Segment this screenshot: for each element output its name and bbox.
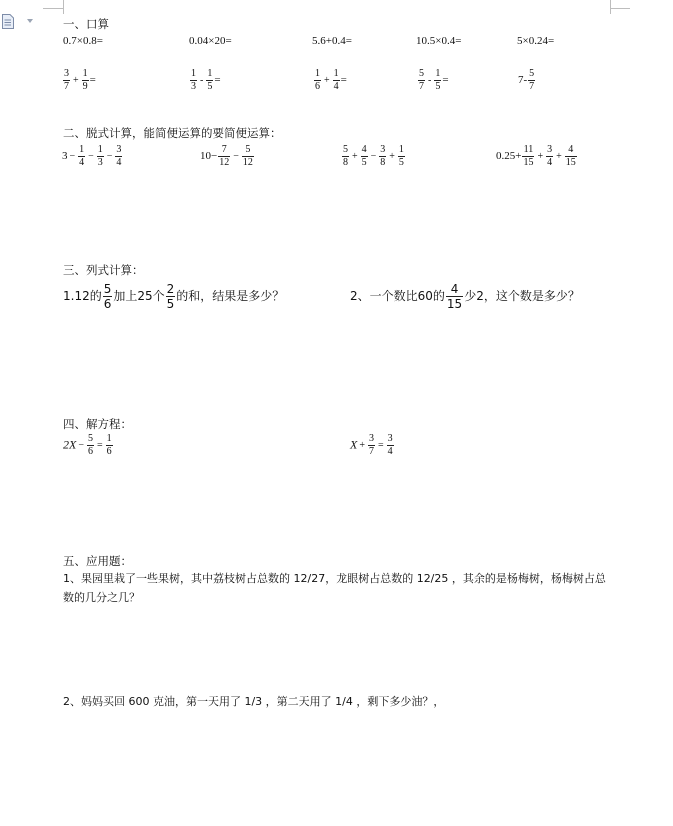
oral-fraction-3: $\frac{1}{6}$ + $\frac{1}{4}$ =: [315, 68, 347, 92]
oral-fraction-2: $\frac{1}{3}$ - $\frac{1}{5}$ =: [191, 68, 221, 92]
margin-mark-left: [43, 8, 63, 9]
equation-2: X + $\frac{3}{7}$ = $\frac{3}{4}$: [350, 433, 393, 457]
oral-item-4: 10.5×0.4=: [416, 35, 462, 47]
section-3-title: 三、列式计算：: [63, 263, 144, 277]
margin-mark-left-v: [63, 0, 64, 14]
section-2-title: 二、脱式计算，能简便运算的要简便运算：: [63, 126, 282, 140]
section-1-title: 一、口算: [63, 17, 109, 31]
oral-item-2: 0.04×20=: [189, 35, 232, 47]
oral-fraction-5: 7- $\frac{5}{7}$: [518, 68, 535, 92]
document-icon[interactable]: [2, 14, 14, 29]
expression-4: 0.25+ $\frac{11}{15}$ + $\frac{3}{4}$ + $\frac{4}{15}$: [496, 144, 576, 168]
expression-1: 3 − $\frac{1}{4}$ − $\frac{1}{3}$ − $\frac{3}{4}$: [62, 144, 122, 168]
oral-item-1: 0.7×0.8=: [63, 35, 103, 47]
application-problem-1: 1、果园里栽了一些果树，其中荔枝树占总数的 12/27，龙眼树占总数的 12/25 ，其余的是杨梅树，杨梅树占总数的几分之几？: [63, 572, 606, 604]
margin-mark-right-v: [610, 0, 611, 14]
expression-3: $\frac{5}{8}$ + $\frac{4}{5}$ − $\frac{3}{8}$ + $\frac{1}{5}$: [343, 144, 404, 168]
oral-item-3: 5.6+0.4=: [312, 35, 352, 47]
oral-item-5: 5×0.24=: [517, 35, 555, 47]
oral-fraction-4: $\frac{5}{7}$ - $\frac{1}{5}$ =: [419, 68, 449, 92]
oral-fraction-1: $\frac{3}{7}$ + $\frac{1}{9}$ =: [64, 68, 96, 92]
expression-2: 10− $\frac{7}{12}$ − $\frac{5}{12}$: [200, 144, 253, 168]
word-problem-1: 1.12的 $\frac{5}{6}$ 加上25个 $\frac{2}{5}$ 的和，结果是多少？: [63, 282, 285, 311]
word-problem-2: 2、一个数比60的 $\frac{4}{15}$ 少2，这个数是多少？: [350, 282, 580, 311]
section-5-title: 五、应用题：: [63, 554, 132, 568]
application-problem-2: 2、妈妈买回 600 克油，第一天用了 1/3 ，第二天用了 1/4 ，剩下多少油？，: [63, 695, 445, 708]
dropdown-arrow-icon[interactable]: [27, 19, 33, 23]
section-4-title: 四、解方程：: [63, 417, 132, 431]
equation-1: 2X − $\frac{5}{6}$ = $\frac{1}{6}$: [63, 433, 112, 457]
margin-mark-right: [610, 8, 630, 9]
